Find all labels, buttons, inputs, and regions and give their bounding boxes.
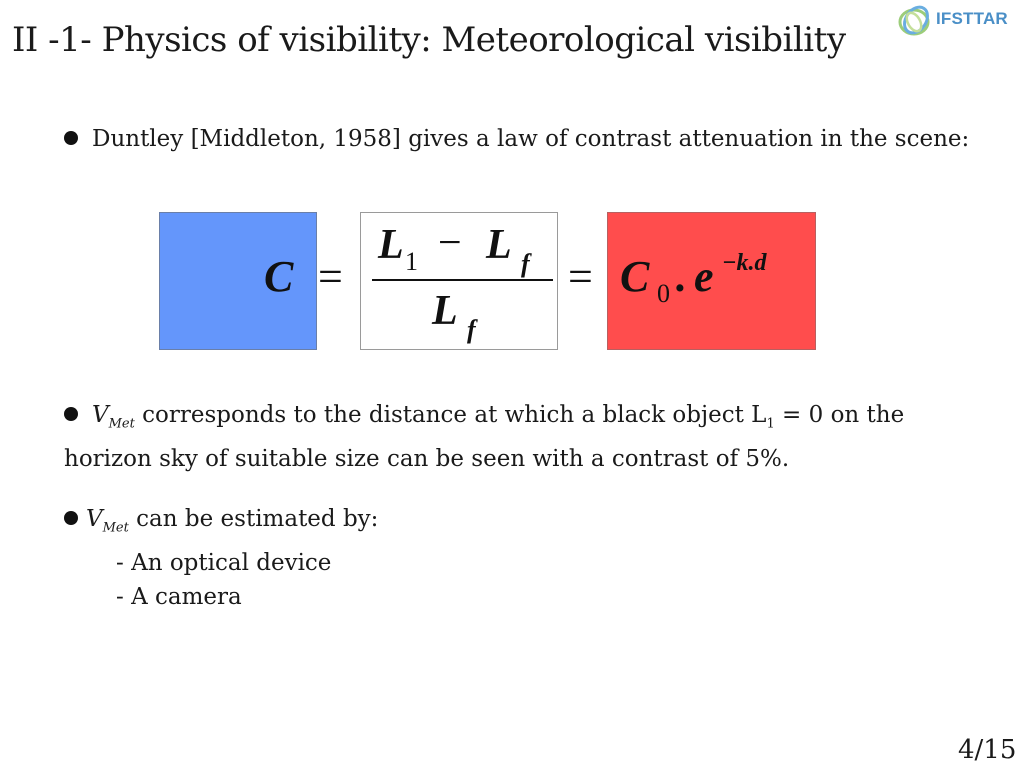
bullet-text-line2: horizon sky of suitable size can be seen with a contrast of 5%. bbox=[64, 445, 790, 472]
bullet-duntley bbox=[64, 122, 969, 156]
formula-num-l1: L bbox=[378, 222, 404, 268]
bullet-dot-icon bbox=[64, 511, 78, 525]
formula-dot: . bbox=[676, 252, 687, 301]
bullet-text-b: = 0 on the bbox=[774, 402, 905, 428]
formula-c0: C bbox=[620, 252, 650, 301]
formula-exponent: −k.d bbox=[722, 250, 767, 276]
page-number: 4/15 bbox=[958, 735, 1017, 765]
bullet-text: Duntley [Middleton, 1958] gives a law of contrast attenuation in the scene: bbox=[92, 126, 970, 152]
bullet-text: can be estimated by: bbox=[128, 506, 379, 532]
bullet-text-a: corresponds to the distance at which a black object L bbox=[134, 402, 767, 428]
formula-c: C bbox=[264, 252, 294, 301]
vmet-symbol bbox=[86, 506, 129, 536]
formula-e: e bbox=[694, 252, 714, 301]
logo-swirl-icon bbox=[896, 2, 936, 40]
vmet-v: V bbox=[86, 506, 103, 532]
ifsttar-logo bbox=[896, 2, 1022, 40]
vmet-sub: Met bbox=[102, 520, 129, 536]
formula-minus: − bbox=[438, 220, 462, 266]
l1-sub: 1 bbox=[766, 416, 775, 432]
formula-box-fraction bbox=[360, 212, 558, 350]
vmet-sub: Met bbox=[108, 416, 135, 432]
formula-num-lf-sub: f bbox=[521, 249, 530, 278]
formula-c0-sub: 0 bbox=[657, 279, 670, 308]
logo-text: IFSTTAR bbox=[936, 9, 1008, 28]
slide-title: II -1- Physics of visibility: Meteorological visibility bbox=[12, 20, 846, 60]
formula-num-l1-sub: 1 bbox=[405, 247, 418, 276]
formula-den-lf: L bbox=[432, 288, 458, 334]
formula-box-red bbox=[607, 212, 816, 350]
list-item: - An optical device bbox=[116, 549, 332, 576]
formula-num-lf: L bbox=[486, 222, 512, 268]
vmet-v: V bbox=[92, 402, 109, 428]
list-item: - A camera bbox=[116, 583, 242, 610]
bullet-dot-icon bbox=[64, 131, 78, 145]
formula-equals-2: = bbox=[568, 252, 593, 301]
formula-equals-1: = bbox=[318, 252, 343, 301]
bullet-vmet-definition bbox=[64, 398, 904, 476]
formula-box-blue bbox=[159, 212, 317, 350]
formula-den-lf-sub: f bbox=[467, 315, 476, 344]
bullet-dot-icon bbox=[64, 407, 78, 421]
bullet-vmet-estimation bbox=[64, 502, 378, 614]
vmet-symbol bbox=[92, 402, 135, 432]
